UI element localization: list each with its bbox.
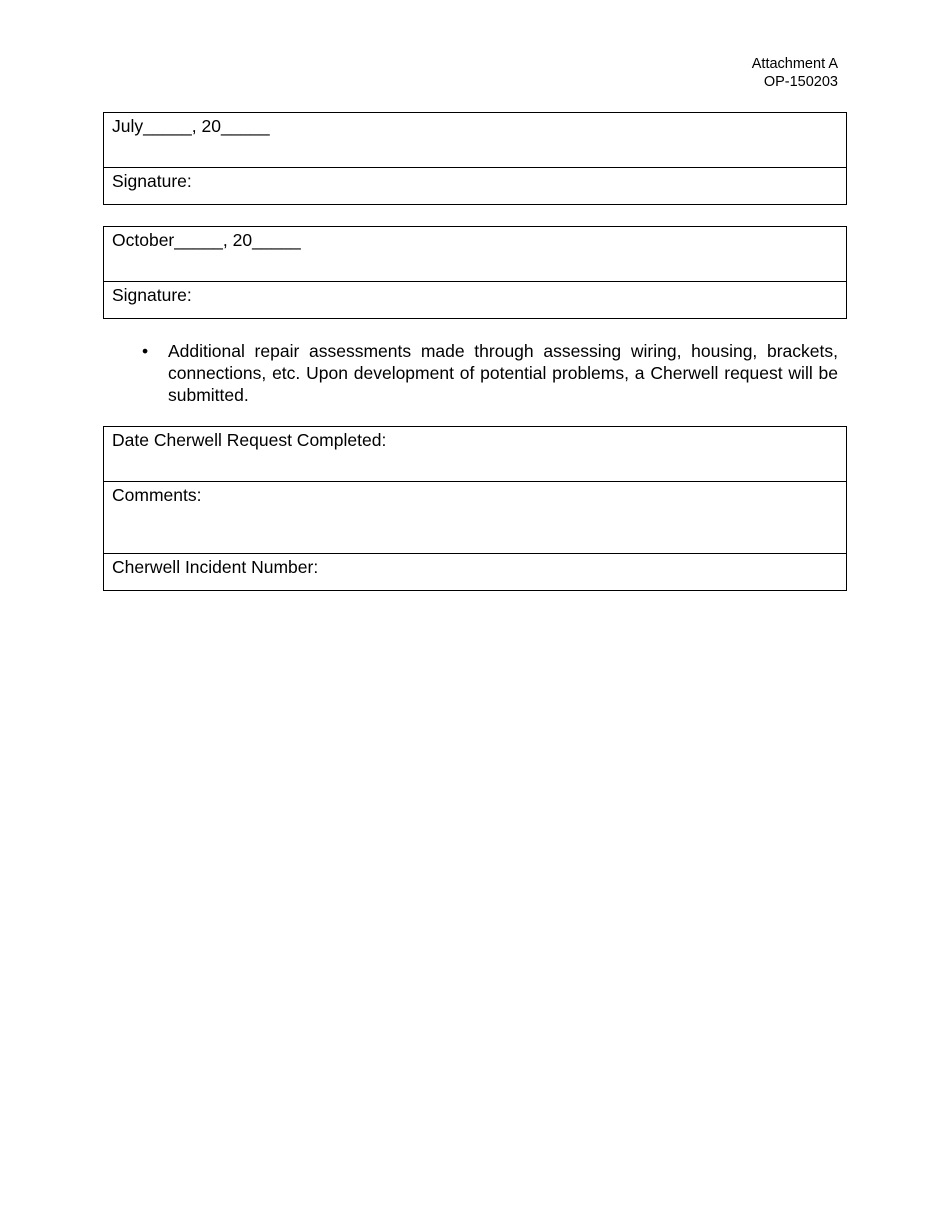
table-row [104, 554, 847, 591]
list-item [140, 340, 838, 406]
july-date-field[interactable]: July_____, 20_____ [104, 113, 847, 168]
table-row [104, 482, 847, 554]
bullet-list [140, 340, 838, 406]
cherwell-incident-number-field[interactable]: Cherwell Incident Number: [104, 554, 847, 591]
table-row [104, 282, 847, 319]
document-header [752, 55, 838, 91]
bullet-icon: • [142, 341, 149, 361]
table-row [104, 227, 847, 282]
cherwell-request-table [103, 426, 847, 591]
repair-assessment-text: Additional repair assessments made through assessing wiring, housing, brackets, connections, etc. Upon development of potential problems, a Cherwell request will be submitted. [168, 341, 838, 405]
table-row [104, 113, 847, 168]
october-signature-field[interactable]: Signature: [104, 282, 847, 319]
document-number: OP-150203 [763, 74, 838, 90]
date-cherwell-request-completed-field[interactable]: Date Cherwell Request Completed: [104, 427, 847, 482]
october-date-field[interactable]: October_____, 20_____ [104, 227, 847, 282]
table-row [104, 168, 847, 205]
july-signature-field[interactable]: Signature: [104, 168, 847, 205]
comments-field[interactable]: Comments: [104, 482, 847, 554]
attachment-label: Attachment A [751, 56, 838, 72]
table-row [104, 427, 847, 482]
october-signoff-table [103, 226, 847, 319]
july-signoff-table [103, 112, 847, 205]
